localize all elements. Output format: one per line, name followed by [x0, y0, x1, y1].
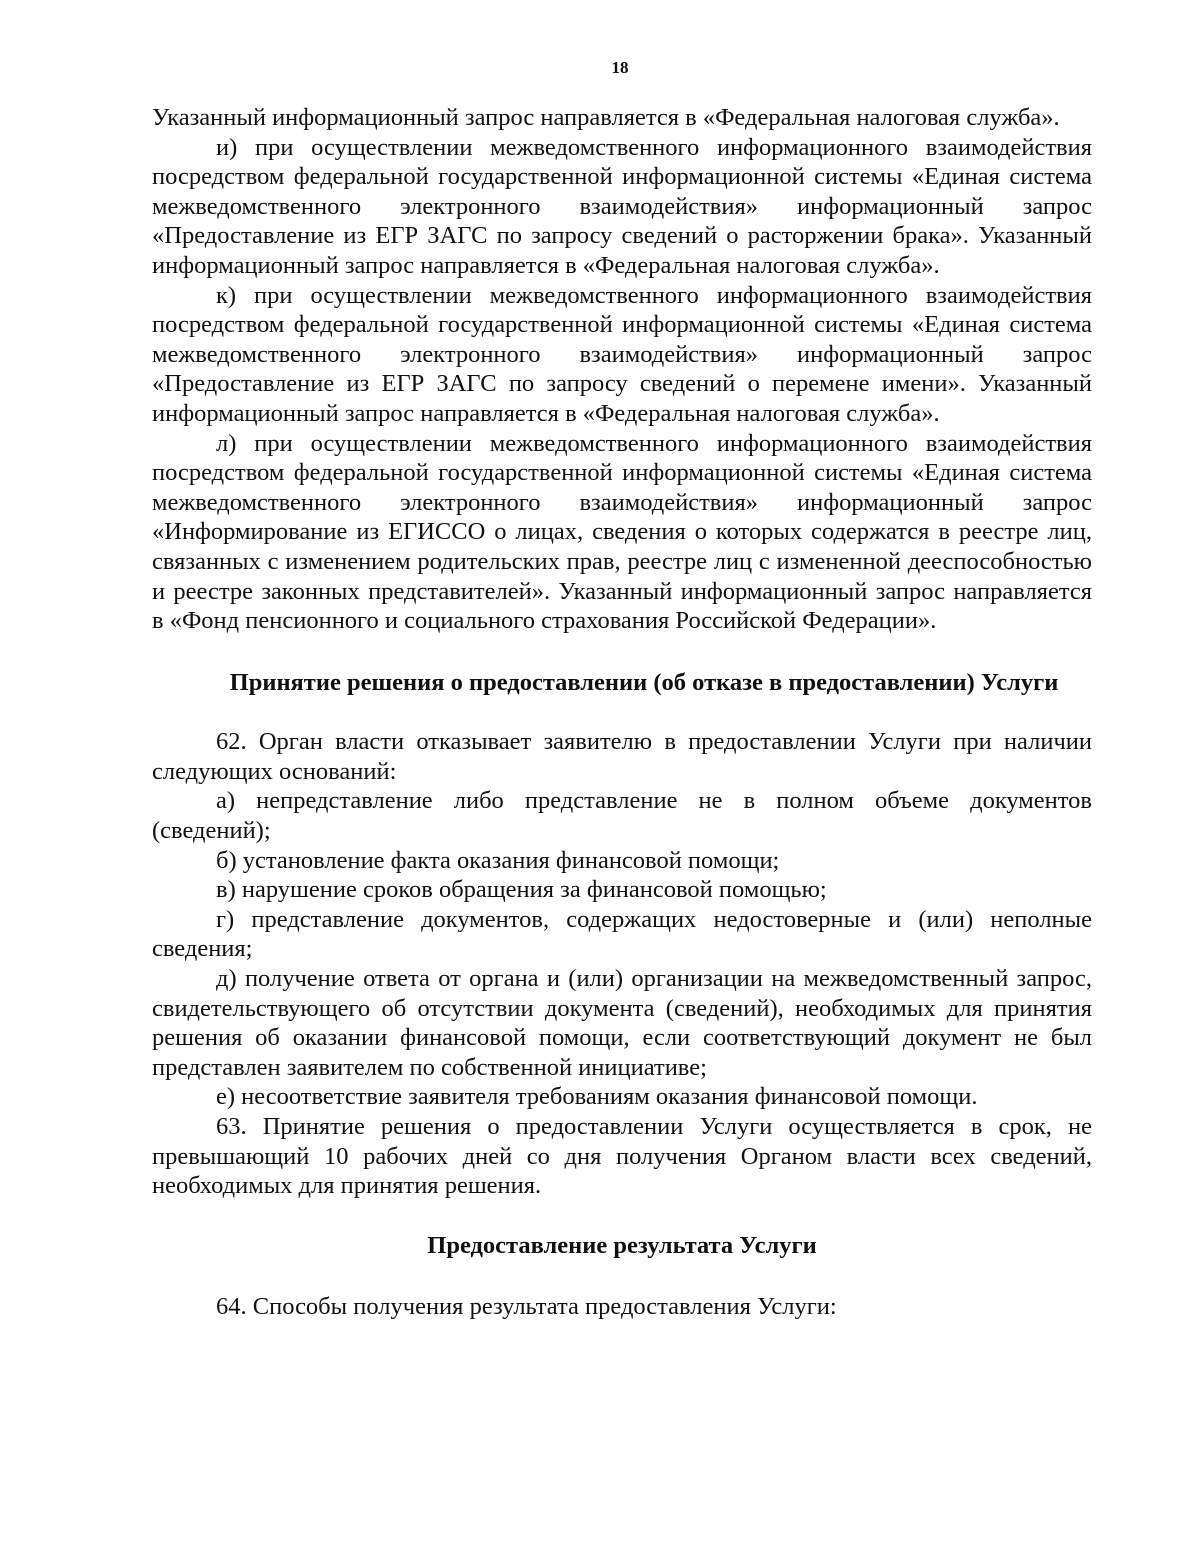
section-heading-decision: Принятие решения о предоставлении (об отказе в предоставлении) Услуги	[229, 668, 1059, 696]
paragraph-62: 62. Орган власти отказывает заявителю в предоставлении Услуги при наличии следующих оснований:	[152, 728, 1092, 785]
paragraph-item-g: г) представление документов, содержащих недостоверные и (или) неполные сведения;	[152, 905, 1092, 963]
page-number: 18	[611, 58, 629, 77]
section-heading-result: Предоставление результата Услуги	[427, 1231, 817, 1259]
paragraph-63: 63. Принятие решения о предоставлении Услуги осуществляется в срок, не превышающий 10 рабочих дней со дня получения Органом власти всех сведений, необходимых для принятия решения.	[152, 1113, 1092, 1200]
document-body	[152, 103, 1092, 1322]
paragraph-item-e: е) несоответствие заявителя требованиям оказания финансовой помощи.	[216, 1083, 978, 1111]
paragraph-item-i: и) при осуществлении межведомственного информационного взаимодействия посредством федеральной государственной информационной системы «Единая система межведомственного электронного взаимодействия» информационный запрос «Предоставление из ЕГР ЗАГС по запросу сведений о расторжении брака». Указанный информационный запрос направляется в «Федеральная налоговая служба».	[152, 133, 1092, 279]
paragraph-item-v: в) нарушение сроков обращения за финансовой помощью;	[216, 876, 827, 904]
paragraph-item-l: л) при осуществлении межведомственного информационного взаимодействия посредством федеральной государственной информационной системы «Единая система межведомственного электронного взаимодействия» информационный запрос «Информирование из ЕГИССО о лицах, сведения о которых содержатся в реестре лиц, связанных с изменением родительских прав, реестре лиц с измененной дееспособностью и реестре законных представителей». Указанный информационный запрос направляется в «Фонд пенсионного и социального страхования Российской Федерации».	[152, 429, 1092, 635]
paragraph-item-b: б) установление факта оказания финансовой помощи;	[216, 846, 780, 874]
paragraph-item-k: к) при осуществлении межведомственного информационного взаимодействия посредством федеральной государственной информационной системы «Единая система межведомственного электронного взаимодействия» информационный запрос «Предоставление из ЕГР ЗАГС по запросу сведений о перемене имени». Указанный информационный запрос направляется в «Федеральная налоговая служба».	[152, 281, 1092, 427]
paragraph-continuation: Указанный информационный запрос направляется в «Федеральная налоговая служба».	[152, 104, 1060, 131]
paragraph-item-a: а) непредставление либо представление не в полном объеме документов (сведений);	[152, 787, 1092, 845]
paragraph-64: 64. Способы получения результата предоставления Услуги:	[216, 1293, 837, 1321]
paragraph-item-d: д) получение ответа от органа и (или) организации на межведомственный запрос, свидетельствующего об отсутствии документа (сведений), необходимых для принятия решения об оказании финансовой помощи, если соответствующий документ не был представлен заявителем по собственной инициативе;	[152, 965, 1092, 1081]
